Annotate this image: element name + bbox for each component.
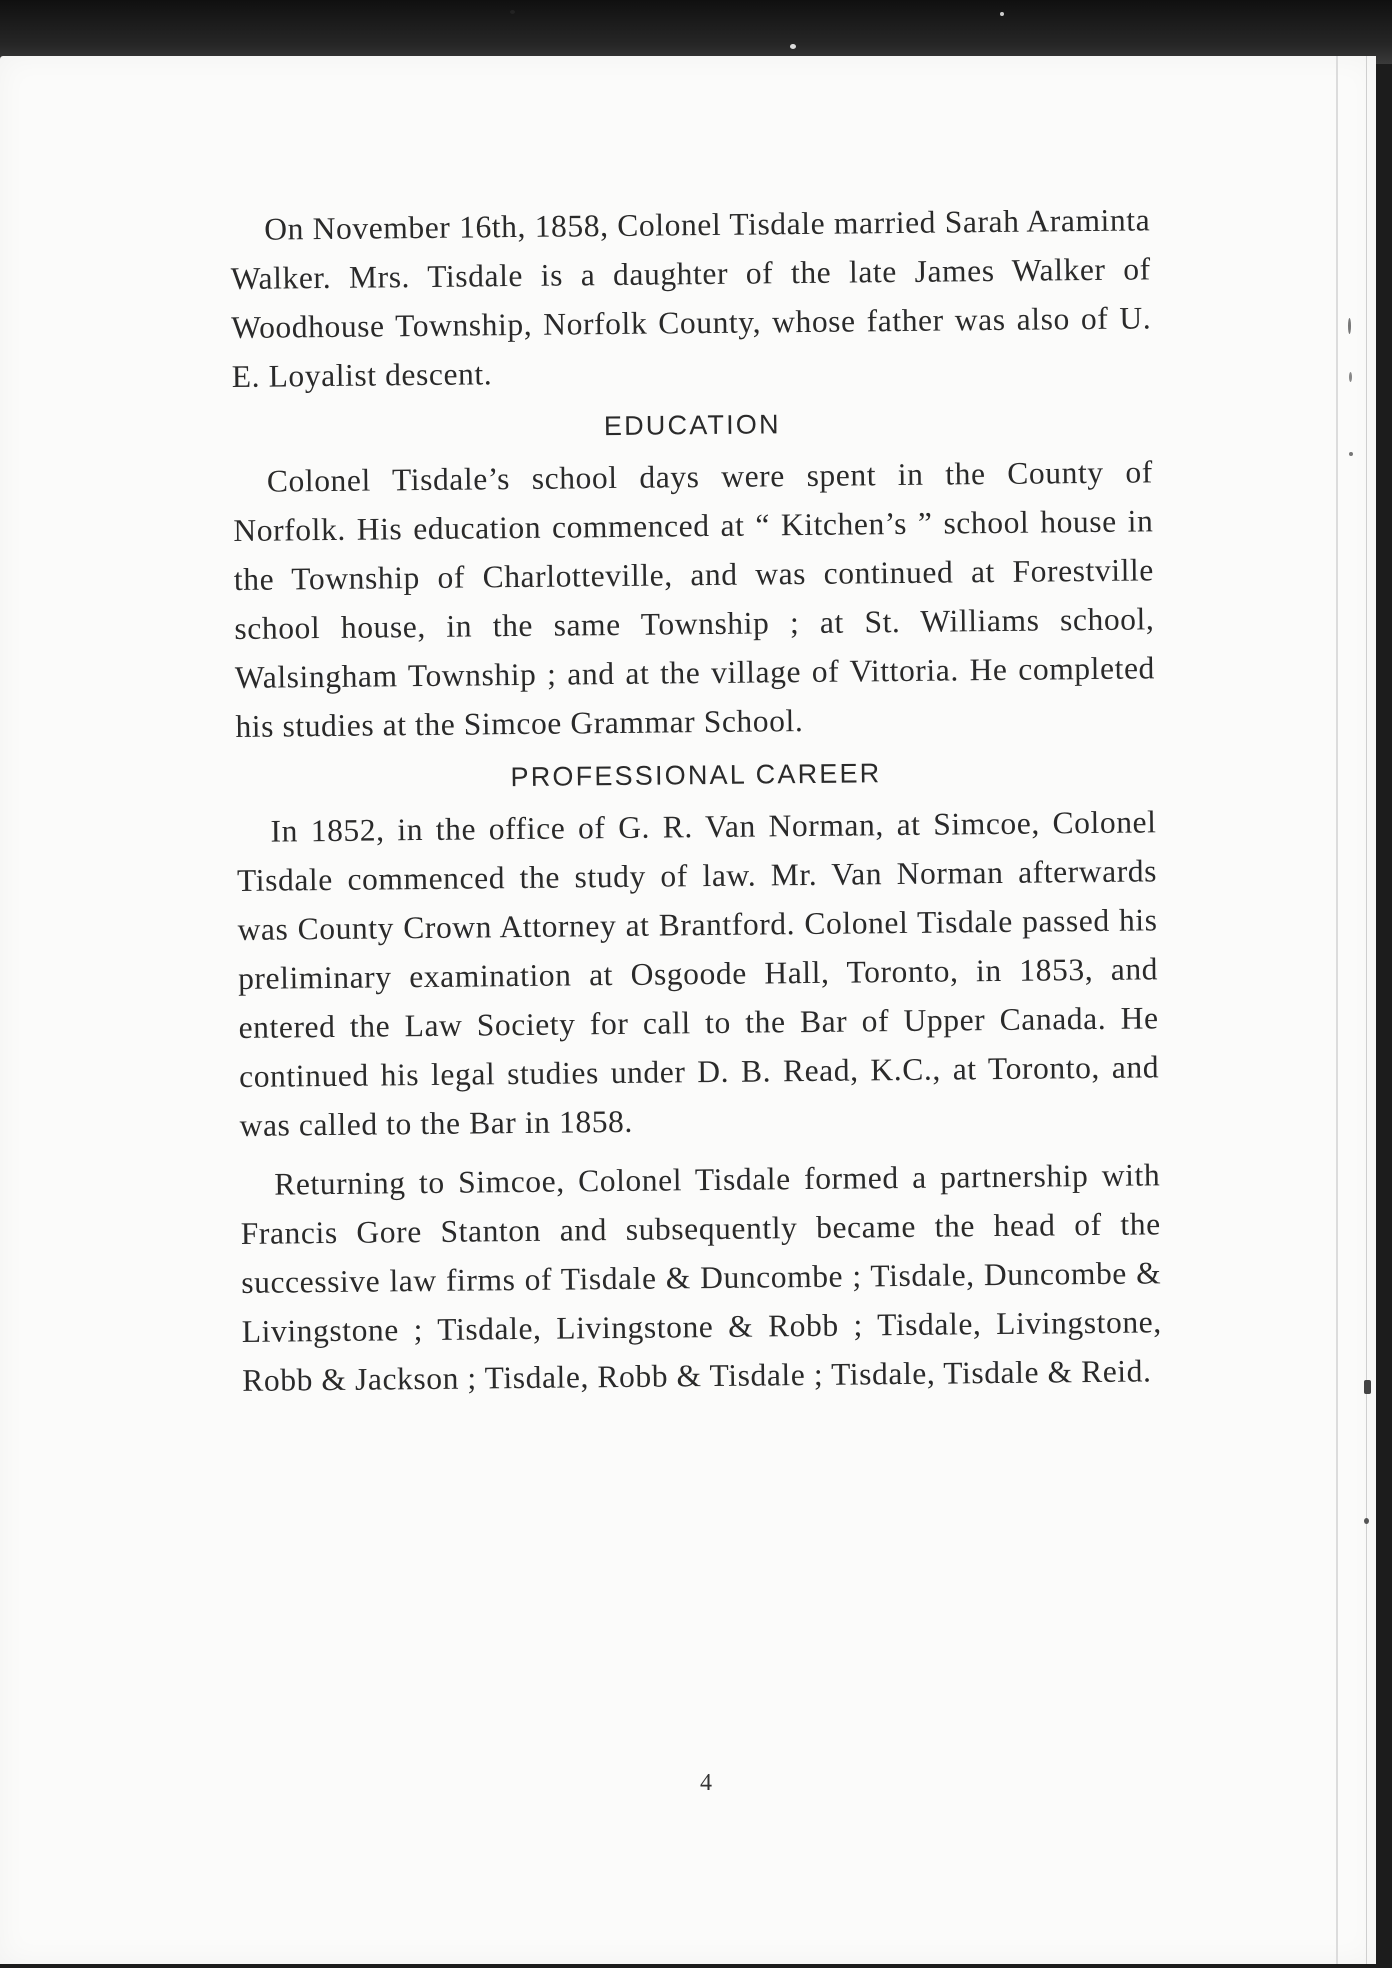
- scan-top-border: [0, 0, 1392, 64]
- margin-mark: [1364, 1380, 1371, 1394]
- section-heading-education: EDUCATION: [603, 409, 781, 442]
- marriage-paragraph: On November 16th, 1858, Colonel Tisdale married Sarah Araminta Walker. Mrs. Tisdale is a daughter of the late James Walker of Woodhouse Township, Norfolk County, whose father was also of U. E. Loyalist descent.: [230, 202, 1152, 394]
- margin-mark: [1348, 318, 1351, 334]
- margin-mark: [1364, 1518, 1369, 1524]
- scan-speck: [790, 44, 796, 49]
- margin-mark: [1349, 372, 1352, 382]
- scan-speck: [1000, 12, 1004, 16]
- career-paragraph-1: In 1852, in the office of G. R. Van Norman, at Simcoe, Colonel Tisdale commenced the study of law. Mr. Van Norman afterwards was County Crown Attorney at Brantford. Colonel Tisdale passed his preliminary examination at Osgoode Hall, Toronto, in 1853, and entered the Law Society for call to the Bar of Upper Canada. He continued his legal studies under D. B. Read, K.C., at Toronto, and was called to the Bar in 1858.: [236, 804, 1160, 1143]
- scan-speck: [510, 10, 515, 14]
- margin-mark: [1349, 452, 1353, 456]
- section-heading-professional-career: PROFESSIONAL CAREER: [510, 758, 882, 793]
- page-number: 4: [700, 1770, 712, 1796]
- page-text: [230, 195, 1163, 1405]
- education-paragraph: Colonel Tisdale’s school days were spent in the County of Norfolk. His education commenced at “ Kitchen’s ” school house in the Township of Charlotteville, and was continued at Forestville school house, in the same Township ; at St. Williams school, Walsingham Township ; and at the village of Vittoria. He completed his studies at the Simcoe Grammar School.: [233, 454, 1156, 744]
- page-edge-line: [1366, 56, 1367, 1964]
- page-edge-line: [1336, 56, 1338, 1964]
- career-paragraph-2: Returning to Simcoe, Colonel Tisdale formed a partnership with Francis Gore Stanton and subsequently became the head of the successive law firms of Tisdale & Duncombe ; Tisdale, Duncombe & Livingstone ; Tisdale, Livingstone & Robb ; Tisdale, Livingstone, Robb & Jackson ; Tisdale, Robb & Tisdale ; Tisdale, Tisdale & Reid.: [240, 1157, 1162, 1398]
